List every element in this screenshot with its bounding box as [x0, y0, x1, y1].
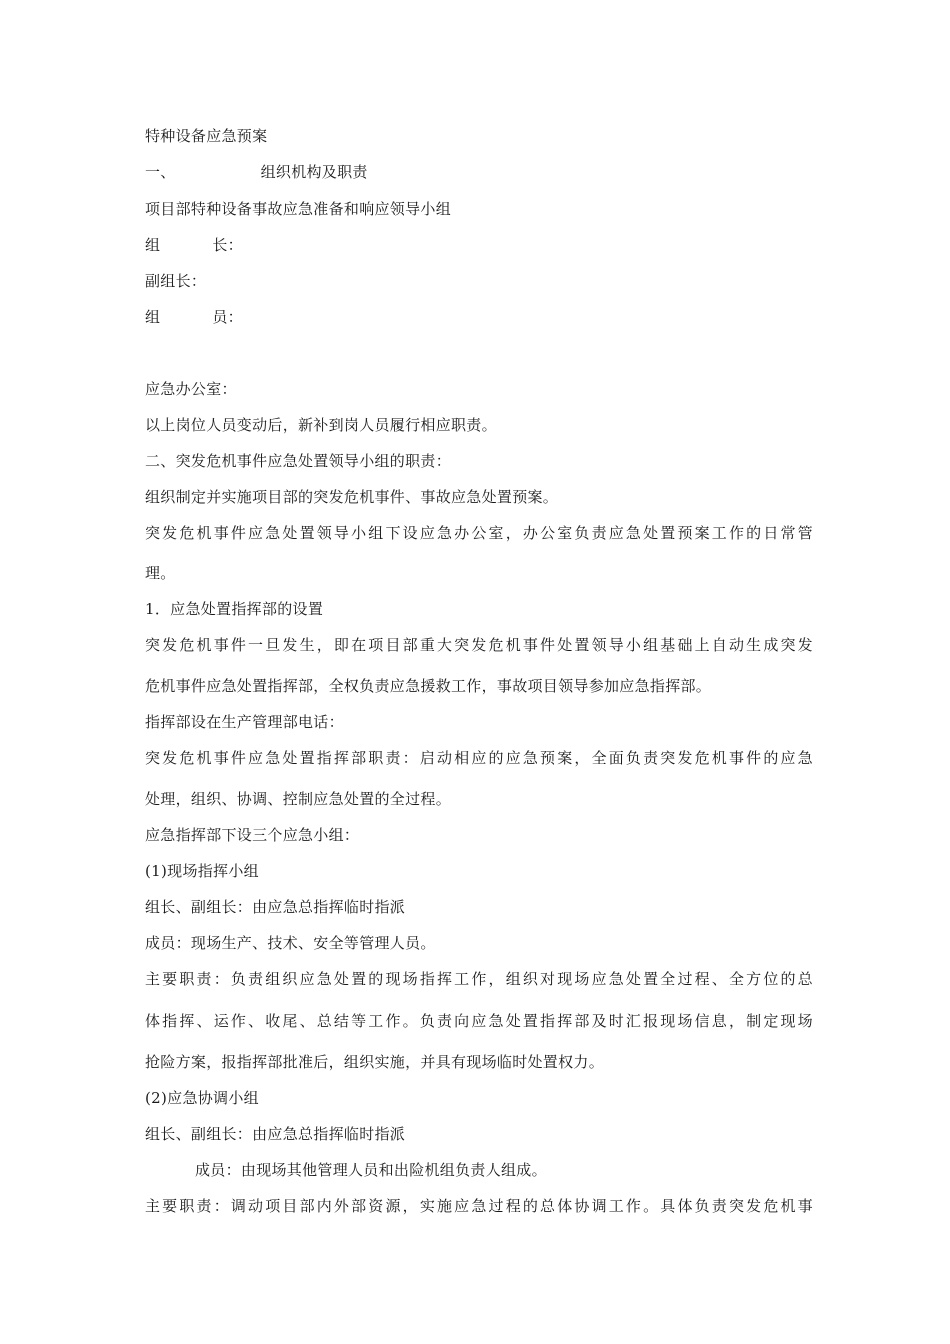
leader-label-a: 组 — [145, 236, 161, 254]
replacement-paragraph: 以上岗位人员变动后，新补到岗人员履行相应职责。 — [145, 416, 497, 434]
leader-line — [145, 235, 813, 255]
command-phone-line: 指挥部设在生产管理部电话： — [145, 713, 344, 731]
group-2-members: 成员：由现场其他管理人员和出险机组负责人组成。 — [195, 1161, 547, 1179]
group-1-title: (1)现场指挥小组 — [145, 862, 259, 880]
section-heading-2: 二、突发危机事件应急处置领导小组的职责： — [145, 452, 452, 470]
member-label-b: 员： — [212, 308, 243, 326]
office-line: 应急办公室： — [145, 380, 237, 398]
command-duty-line-1: 突发危机事件应急处置指挥部职责：启动相应的应急预案，全面负责突发危机事件的应急 — [145, 749, 813, 767]
duty-paragraph-2-line-1: 突发危机事件应急处置领导小组下设应急办公室，办公室负责应急处置预案工作的日常管 — [145, 524, 813, 542]
section-heading-text: 组织机构及职责 — [260, 163, 368, 181]
member-line — [145, 307, 813, 327]
command-duty-line-2: 处理，组织、协调、控制应急处置的全过程。 — [145, 790, 452, 808]
duty-paragraph-1: 组织制定并实施项目部的突发危机事件、事故应急处置预案。 — [145, 488, 559, 506]
group-1-duty-line-3: 抢险方案，报指挥部批准后，组织实施，并具有现场临时处置权力。 — [145, 1053, 605, 1071]
group-1-duty-line-2: 体指挥、运作、收尾、总结等工作。负责向应急处置指挥部及时汇报现场信息，制定现场 — [145, 1012, 813, 1030]
command-paragraph-line-2: 危机事件应急处置指挥部，全权负责应急援救工作，事故项目领导参加应急指挥部。 — [145, 677, 712, 695]
group-1-duty-line-1: 主要职责：负责组织应急处置的现场指挥工作，组织对现场应急处置全过程、全方位的总 — [145, 970, 813, 988]
leader-label-b: 长： — [212, 236, 243, 254]
groups-intro: 应急指挥部下设三个应急小组： — [145, 826, 360, 844]
command-paragraph-line-1: 突发危机事件一旦发生，即在项目部重大突发危机事件处置领导小组基础上自动生成突发 — [145, 636, 813, 654]
group-2-duty-line-1: 主要职责：调动项目部内外部资源，实施应急过程的总体协调工作。具体负责突发危机事 — [145, 1197, 813, 1215]
vice-leader-line: 副组长： — [145, 272, 207, 290]
document-title: 特种设备应急预案 — [145, 127, 268, 145]
group-2-title: (2)应急协调小组 — [145, 1089, 259, 1107]
member-label-a: 组 — [145, 308, 161, 326]
group-1-leader: 组长、副组长：由应急总指挥临时指派 — [145, 898, 406, 916]
group-2-leader: 组长、副组长：由应急总指挥临时指派 — [145, 1125, 406, 1143]
duty-paragraph-2-line-2: 理。 — [145, 564, 176, 582]
section-heading-1 — [145, 162, 813, 182]
team-title: 项目部特种设备事故应急准备和响应领导小组 — [145, 200, 452, 218]
subsection-heading-1: 1．应急处置指挥部的设置 — [145, 600, 324, 618]
section-number: 一、 — [145, 163, 176, 181]
group-1-members: 成员：现场生产、技术、安全等管理人员。 — [145, 934, 436, 952]
